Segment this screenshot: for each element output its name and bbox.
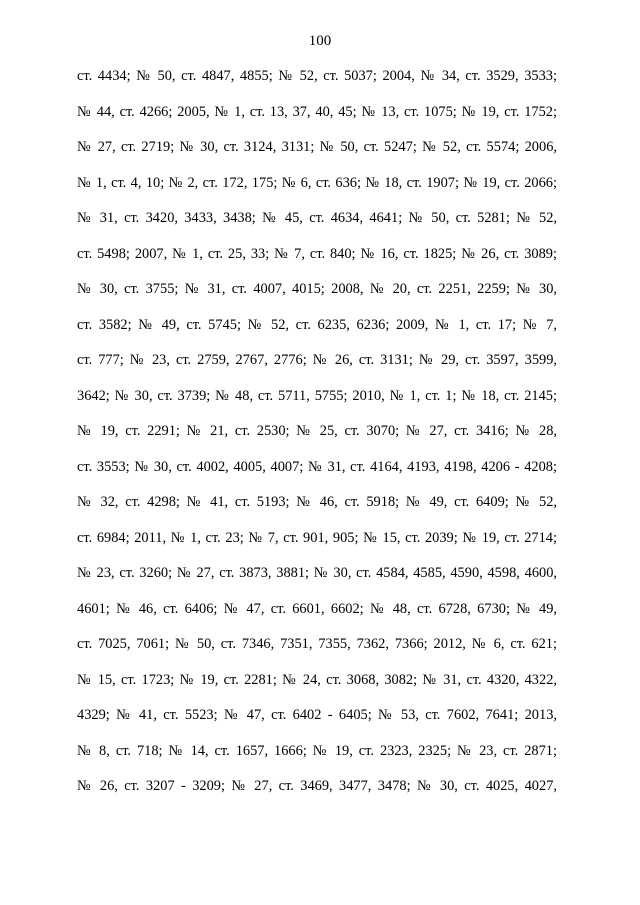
body-text <box>77 66 557 812</box>
text-line: ст. 777; № 23, ст. 2759, 2767, 2776; № 26, ст. 3131; № 29, ст. 3597, 3599, <box>77 352 557 368</box>
page-number: 100 <box>308 33 332 49</box>
text-line: 4329; № 41, ст. 5523; № 47, ст. 6402 - 6405; № 53, ст. 7602, 7641; 2013, <box>77 707 557 723</box>
text-line: № 44, ст. 4266; 2005, № 1, ст. 13, 37, 40, 45; № 13, ст. 1075; № 19, ст. 1752; <box>77 103 557 120</box>
text-line: № 15, ст. 1723; № 19, ст. 2281; № 24, ст. 3068, 3082; № 31, ст. 4320, 4322, <box>77 671 557 688</box>
text-line: № 31, ст. 3420, 3433, 3438; № 45, ст. 4634, 4641; № 50, ст. 5281; № 52, <box>77 210 557 226</box>
text-line: № 32, ст. 4298; № 41, ст. 5193; № 46, ст. 5918; № 49, ст. 6409; № 52, <box>77 494 557 510</box>
text-line: ст. 5498; 2007, № 1, ст. 25, 33; № 7, ст. 840; № 16, ст. 1825; № 26, ст. 3089; <box>77 245 557 262</box>
text-line: № 8, ст. 718; № 14, ст. 1657, 1666; № 19, ст. 2323, 2325; № 23, ст. 2871; <box>77 742 557 759</box>
text-line: 3642; № 30, ст. 3739; № 48, ст. 5711, 5755; 2010, № 1, ст. 1; № 18, ст. 2145; <box>77 387 557 404</box>
text-line: № 26, ст. 3207 - 3209; № 27, ст. 3469, 3477, 3478; № 30, ст. 4025, 4027, <box>77 778 557 794</box>
text-line: № 23, ст. 3260; № 27, ст. 3873, 3881; № 30, ст. 4584, 4585, 4590, 4598, 4600, <box>77 565 557 581</box>
text-line: ст. 3582; № 49, ст. 5745; № 52, ст. 6235, 6236; 2009, № 1, ст. 17; № 7, <box>77 316 557 333</box>
text-line: ст. 3553; № 30, ст. 4002, 4005, 4007; № 31, ст. 4164, 4193, 4198, 4206 - 4208; <box>77 458 557 475</box>
text-line: ст. 7025, 7061; № 50, ст. 7346, 7351, 7355, 7362, 7366; 2012, № 6, ст. 621; <box>77 636 557 652</box>
text-line: 4601; № 46, ст. 6406; № 47, ст. 6601, 6602; № 48, ст. 6728, 6730; № 49, <box>77 600 557 617</box>
text-line: ст. 6984; 2011, № 1, ст. 23; № 7, ст. 901, 905; № 15, ст. 2039; № 19, ст. 2714; <box>77 529 557 546</box>
text-line: № 30, ст. 3755; № 31, ст. 4007, 4015; 2008, № 20, ст. 2251, 2259; № 30, <box>77 281 557 297</box>
text-line: № 1, ст. 4, 10; № 2, ст. 172, 175; № 6, ст. 636; № 18, ст. 1907; № 19, ст. 2066; <box>77 174 557 191</box>
text-line: ст. 4434; № 50, ст. 4847, 4855; № 52, ст. 5037; 2004, № 34, ст. 3529, 3533; <box>77 68 557 84</box>
text-line: № 19, ст. 2291; № 21, ст. 2530; № 25, ст. 3070; № 27, ст. 3416; № 28, <box>77 423 557 439</box>
text-line: № 27, ст. 2719; № 30, ст. 3124, 3131; № 50, ст. 5247; № 52, ст. 5574; 2006, <box>77 139 557 155</box>
